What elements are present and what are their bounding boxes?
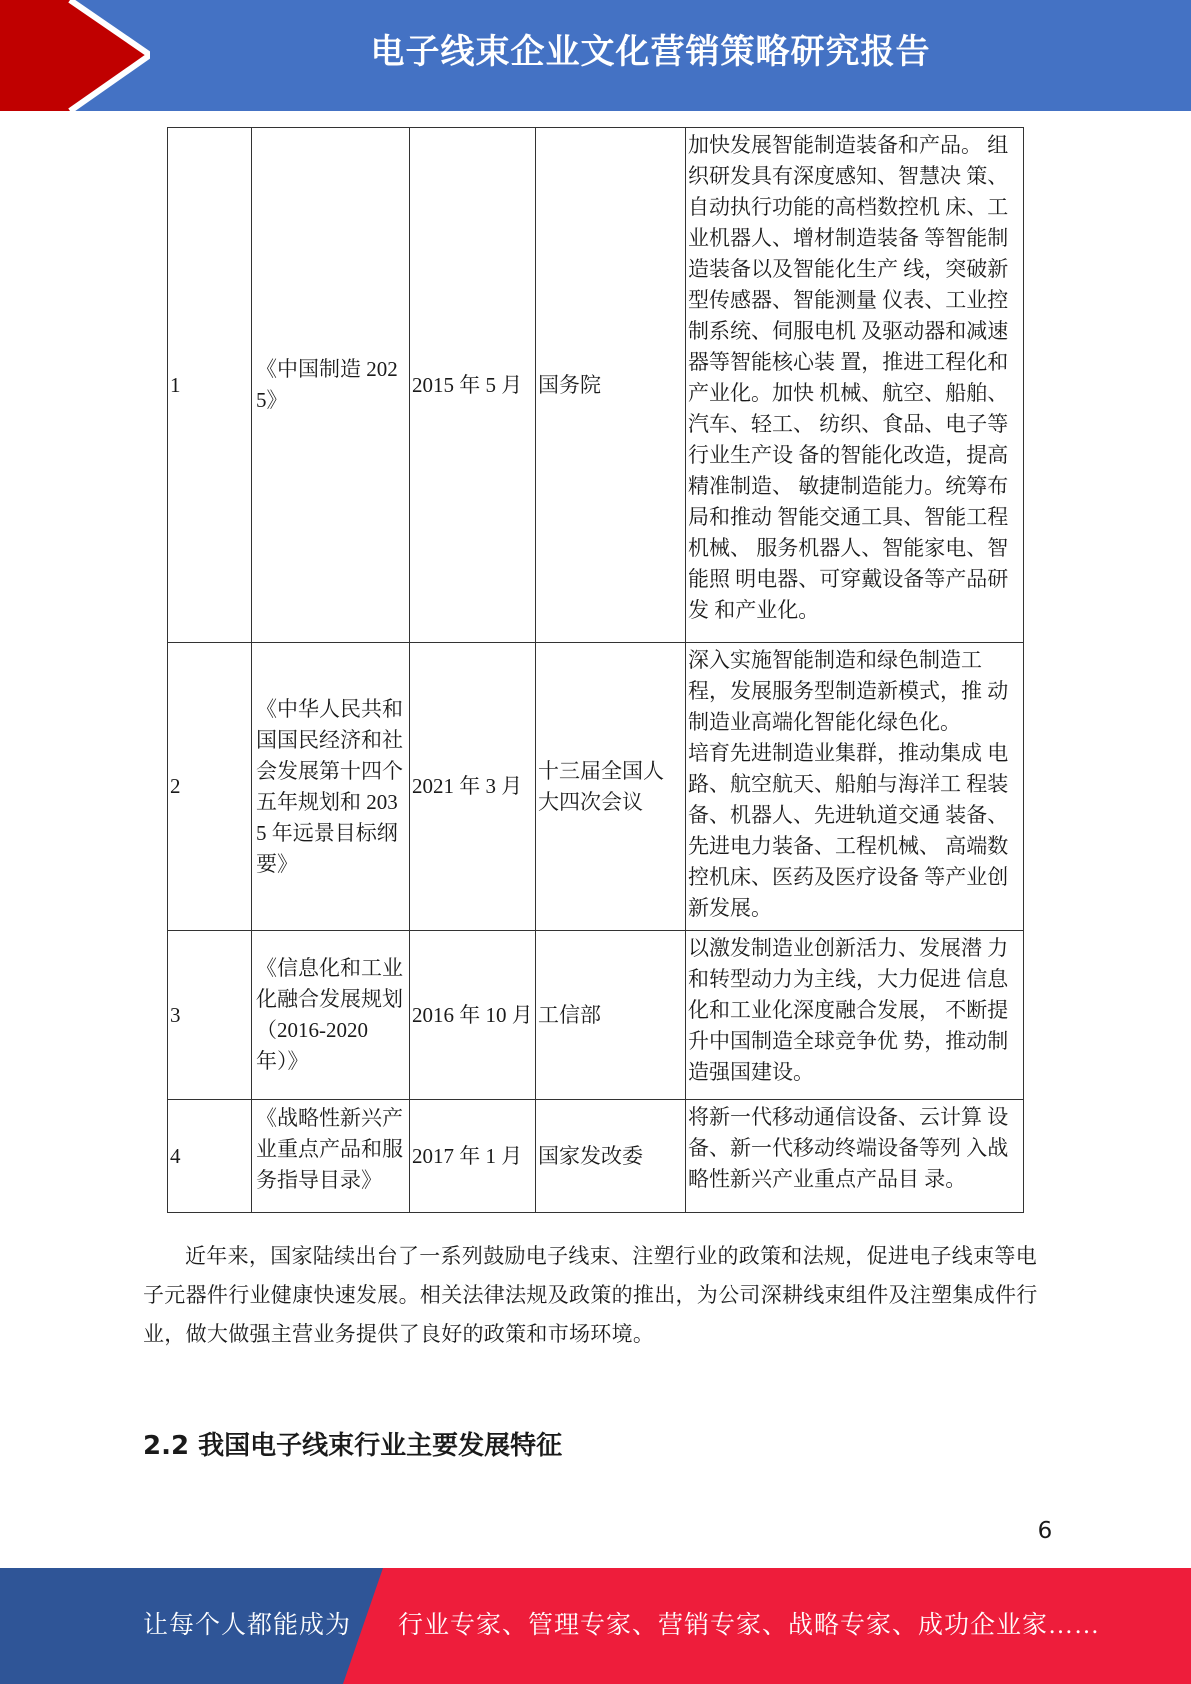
page-footer (0, 1568, 1191, 1684)
row-number: 3 (168, 931, 252, 1100)
row-number: 2 (168, 643, 252, 931)
issuing-body: 工信部 (536, 931, 686, 1100)
issuing-body: 国务院 (536, 128, 686, 643)
policy-content-line: 培育先进制造业集群，推动集成 电路、航空航天、船舶与海洋工 程装备、机器人、先进轨道交通 装备、先进电力装备、工程机械、 高端数控机床、医药及医疗设备 等产业创新发展。 (688, 741, 1009, 920)
report-title: 电子线束企业文化营销策略研究报告 (370, 32, 931, 72)
section-heading: 2.2 我国电子线束行业主要发展特征 (143, 1431, 563, 1461)
row-number: 1 (168, 128, 252, 643)
table-row (168, 643, 1024, 931)
footer-slogan-right: 行业专家、管理专家、营销专家、战略专家、成功企业家…… (398, 1612, 1101, 1639)
footer-slogan-left: 让每个人都能成为 (143, 1612, 352, 1639)
policy-table (167, 127, 1024, 1213)
policy-content: 加快发展智能制造装备和产品。 组织研发具有深度感知、智慧决 策、自动执行功能的高档数控机 床、工业机器人、增材制造装备 等智能制造装备以及智能化生产 线，突破新型传感器、智能测量 仪表、工业控制系统、伺服电机 及驱动器和减速器等智能核心装 置，推进工程化和产业化。加快 机械、航空、船舶、汽车、轻工、 纺织、食品、电子等行业生产设 备的智能化改造，提高精准制造、 敏捷制造能力。统筹布局和推动 智能交通工具、智能工程机械、 服务机器人、智能家电、智能照 明电器、可穿戴设备等产品研发 和产业化。 (686, 128, 1024, 643)
page-number: 6 (1037, 1518, 1053, 1544)
policy-name: 《信息化和工业化融合发展规划（2016-2020 年）》 (252, 931, 410, 1100)
policy-content-line: 深入实施智能制造和绿色制造工程，发展服务型制造新模式，推 动制造业高端化智能化绿色化。 (688, 648, 1009, 734)
body-paragraph: 近年来，国家陆续出台了一系列鼓励电子线束、注塑行业的政策和法规，促进电子线束等电子元器件行业健康快速发展。相关法律法规及政策的推出，为公司深耕线束组件及注塑集成件行业，做大做强主营业务提供了良好的政策和市场环境。 (143, 1244, 1038, 1346)
table-row (168, 128, 1024, 643)
page-header (0, 0, 1191, 111)
table-row (168, 931, 1024, 1100)
policy-name: 《中华人民共和国国民经济和社会发展第十四个五年规划和 2035 年远景目标纲要》 (252, 643, 410, 931)
issue-date: 2015 年 5 月 (410, 128, 536, 643)
issue-date: 2017 年 1 月 (410, 1100, 536, 1213)
policy-content: 以激发制造业创新活力、发展潜 力和转型动力为主线，大力促进 信息化和工业化深度融合发展， 不断提升中国制造全球竞争优 势，推动制造强国建设。 (686, 931, 1024, 1100)
table-row (168, 1100, 1024, 1213)
issuing-body: 国家发改委 (536, 1100, 686, 1213)
red-chevron-decoration (0, 0, 150, 111)
issue-date: 2021 年 3 月 (410, 643, 536, 931)
issue-date: 2016 年 10 月 (410, 931, 536, 1100)
policy-content: 将新一代移动通信设备、云计算 设备、新一代移动终端设备等列 入战略性新兴产业重点产品目 录。 (686, 1100, 1024, 1213)
policy-name: 《中国制造 2025》 (252, 128, 410, 643)
policy-name: 《战略性新兴产业重点产品和服务指导目录》 (256, 1106, 403, 1192)
policy-name-cell (252, 1100, 410, 1213)
policy-content (686, 643, 1024, 931)
row-number: 4 (168, 1100, 252, 1213)
issuing-body: 十三届全国人大四次会议 (536, 643, 686, 931)
